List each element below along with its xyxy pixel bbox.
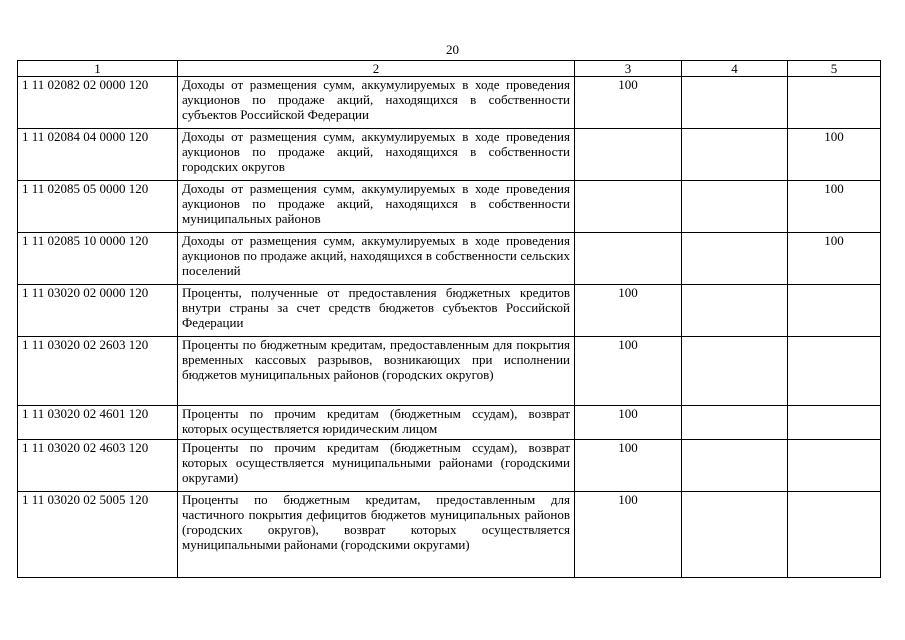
value-col-3: [575, 406, 682, 440]
value-col-3: [575, 337, 682, 406]
value-text: 100: [824, 129, 844, 144]
value-text: 100: [618, 337, 638, 352]
income-description: Доходы от размещения сумм, аккумулируемых в ходе проведения аукционов по продаже акций, находящихся в собственности городских округов: [178, 129, 575, 181]
value-col-4: [682, 77, 788, 129]
value-text: 100: [824, 181, 844, 196]
value-col-4: [682, 233, 788, 285]
value-col-5: [788, 77, 881, 129]
table-row: [18, 492, 881, 578]
value-col-3: [575, 181, 682, 233]
value-col-3: [575, 285, 682, 337]
value-col-4: [682, 129, 788, 181]
budget-code: 1 11 03020 02 0000 120: [18, 285, 178, 337]
budget-code: 1 11 03020 02 4601 120: [18, 406, 178, 440]
value-col-4: [682, 337, 788, 406]
value-text: 100: [824, 233, 844, 248]
header-col-1: 1: [18, 61, 178, 77]
value-col-4: [682, 440, 788, 492]
budget-code: 1 11 03020 02 2603 120: [18, 337, 178, 406]
value-text: 100: [618, 440, 638, 455]
income-description: Проценты по бюджетным кредитам, предоставленным для частичного покрытия дефицитов бюджетов муниципальных районов (городских округов), возврат которых осуществляется муниципальными районами (городскими округами): [178, 492, 575, 578]
budget-code: 1 11 02084 04 0000 120: [18, 129, 178, 181]
value-col-3: [575, 492, 682, 578]
value-col-5: [788, 181, 881, 233]
value-col-4: [682, 285, 788, 337]
budget-code: 1 11 02082 02 0000 120: [18, 77, 178, 129]
value-col-4: [682, 406, 788, 440]
budget-code: 1 11 02085 10 0000 120: [18, 233, 178, 285]
income-description: Доходы от размещения сумм, аккумулируемых в ходе проведения аукционов по продаже акций, находящихся в собственности субъектов Российской Федерации: [178, 77, 575, 129]
header-col-4: 4: [682, 61, 788, 77]
value-col-3: [575, 233, 682, 285]
table-row: [18, 77, 881, 129]
header-col-3: 3: [575, 61, 682, 77]
value-col-5: [788, 129, 881, 181]
budget-table: [17, 60, 881, 578]
income-description: Проценты по прочим кредитам (бюджетным ссудам), возврат которых осуществляется юридическим лицом: [178, 406, 575, 440]
header-col-5: 5: [788, 61, 881, 77]
budget-code: 1 11 02085 05 0000 120: [18, 181, 178, 233]
value-col-4: [682, 181, 788, 233]
table-row: [18, 233, 881, 285]
value-col-4: [682, 492, 788, 578]
income-description: Проценты по бюджетным кредитам, предоставленным для покрытия временных кассовых разрывов, возникающих при исполнении бюджетов муниципальных районов (городских округов): [178, 337, 575, 406]
income-description: Доходы от размещения сумм, аккумулируемых в ходе проведения аукционов по продаже акций, находящихся в собственности муниципальных районов: [178, 181, 575, 233]
budget-code: 1 11 03020 02 4603 120: [18, 440, 178, 492]
header-row: [18, 61, 881, 77]
value-col-5: [788, 492, 881, 578]
page-number: 20: [446, 42, 459, 57]
table-row: [18, 285, 881, 337]
table-row: [18, 181, 881, 233]
header-col-2: 2: [178, 61, 575, 77]
value-col-3: [575, 440, 682, 492]
income-description: Проценты, полученные от предоставления бюджетных кредитов внутри страны за счет средств бюджетов субъектов Российской Федерации: [178, 285, 575, 337]
table-row: [18, 406, 881, 440]
table-row: [18, 129, 881, 181]
table-row: [18, 337, 881, 406]
value-col-5: [788, 440, 881, 492]
value-text: 100: [618, 492, 638, 507]
income-description: Доходы от размещения сумм, аккумулируемых в ходе проведения аукционов по продаже акций, находящихся в собственности сельских поселений: [178, 233, 575, 285]
value-col-5: [788, 233, 881, 285]
value-text: 100: [618, 77, 638, 92]
value-col-5: [788, 285, 881, 337]
income-description: Проценты по прочим кредитам (бюджетным ссудам), возврат которых осуществляется муниципальными районами (городскими округами): [178, 440, 575, 492]
value-col-5: [788, 337, 881, 406]
value-text: 100: [618, 285, 638, 300]
budget-code: 1 11 03020 02 5005 120: [18, 492, 178, 578]
value-col-3: [575, 77, 682, 129]
table-row: [18, 440, 881, 492]
value-col-5: [788, 406, 881, 440]
value-text: 100: [618, 406, 638, 421]
value-col-3: [575, 129, 682, 181]
